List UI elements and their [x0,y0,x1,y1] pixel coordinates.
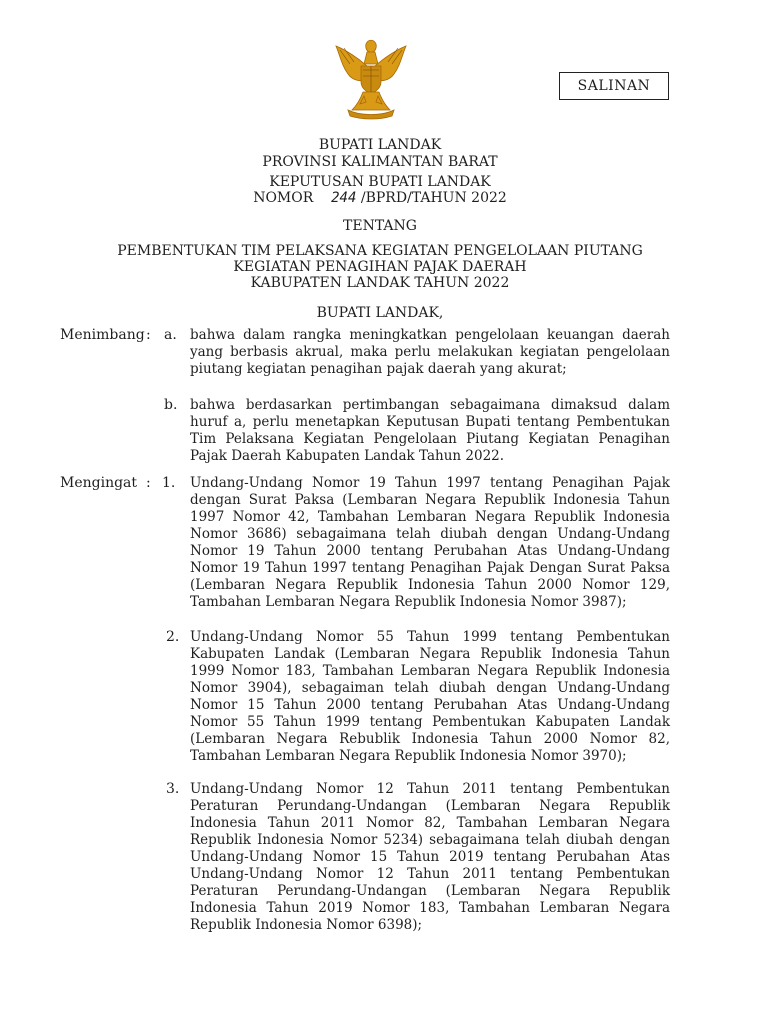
issuer-title: BUPATI LANDAK [318,137,442,153]
nomor-handwritten-number: 244 [331,190,357,206]
nomor-suffix: /BPRD/TAHUN 2022 [360,190,507,206]
nomor-label: NOMOR [253,190,314,206]
menimbang-b-marker: b. [164,397,178,413]
menimbang-colon: : [146,327,151,343]
issuer-salutation: BUPATI LANDAK, [316,305,444,321]
subject-line-1: PEMBENTUKAN TIM PELAKSANA KEGIATAN PENGELOLAAN PIUTANG [117,243,643,259]
mengingat-colon: : [146,475,151,491]
mengingat-label: Mengingat [60,475,138,491]
decree-number [80,190,680,206]
subject-line-2: KEGIATAN PENAGIHAN PAJAK DAERAH [233,259,527,275]
menimbang-label: Menimbang [60,327,145,343]
mengingat-1-text: Undang-Undang Nomor 19 Tahun 1997 tentang Penagihan Pajak dengan Surat Paksa (Lembaran Negara Republik Indonesia Tahun 1997 Nomor 42, Tambahan Lembaran Negara Republik Indonesia Nomor 3686) sebagaimana telah diubah dengan Undang-Undang Nomor 19 Tahun 2000 tentang Perubahan Atas Undang-Undang Nomor 19 Tahun 1997 tentang Penagihan Pajak Dengan Surat Paksa (Lembaran Negara Republik Indonesia Tahun 2000 Nomor 129, Tambahan Lembaran Negara Republik Indonesia Nomor 3987); [190,475,670,610]
mengingat-2-marker: 2. [166,629,180,645]
menimbang-a-text: bahwa dalam rangka meningkatkan pengelolaan keuangan daerah yang berbasis akrual, maka perlu melakukan kegiatan pengelolaan piutang kegiatan penagihan pajak daerah yang akurat; [190,327,670,377]
province-title: PROVINSI KALIMANTAN BARAT [262,154,498,170]
garuda-emblem-icon [330,36,412,120]
menimbang-a-marker: a. [164,327,177,343]
decree-title: KEPUTUSAN BUPATI LANDAK [269,174,491,190]
salinan-stamp [559,72,669,100]
menimbang-b-text: bahwa berdasarkan pertimbangan sebagaimana dimaksud dalam huruf a, perlu menetapkan Keputusan Bupati tentang Pembentukan Tim Pelaksana Kegiatan Pengelolaan Piutang Kegiatan Penagihan Pajak Daerah Kabupaten Landak Tahun 2022. [190,397,670,464]
mengingat-3-text: Undang-Undang Nomor 12 Tahun 2011 tentang Pembentukan Peraturan Perundang-Undangan (Lembaran Negara Republik Indonesia Tahun 2011 Nomor 82, Tambahan Lembaran Negara Republik Indonesia Nomor 5234) sebagaimana telah diubah dengan Undang-Undang Nomor 15 Tahun 2019 tentang Perubahan Atas Undang-Undang Nomor 12 Tahun 2011 tentang Pembentukan Peraturan Perundang-Undangan (Lembaran Negara Republik Indonesia Tahun 2019 Nomor 183, Tambahan Lembaran Negara Republik Indonesia Nomor 6398); [190,781,670,933]
mengingat-3-marker: 3. [166,781,180,797]
subject-line-3: KABUPATEN LANDAK TAHUN 2022 [250,275,510,291]
tentang-heading: TENTANG [343,218,417,234]
salinan-label: SALINAN [577,78,651,94]
mengingat-1-marker: 1. [162,475,176,491]
mengingat-2-text: Undang-Undang Nomor 55 Tahun 1999 tentang Pembentukan Kabupaten Landak (Lembaran Negara Republik Indonesia Tahun 1999 Nomor 183, Tambahan Lembaran Negara Republik Indonesia Nomor 3904), sebagaiman telah diubah dengan Undang-Undang Nomor 15 Tahun 2000 tentang Perubahan Atas Undang-Undang Nomor 55 Tahun 1999 tentang Pembentukan Kabupaten Landak (Lembaran Negara Rebublik Indonesia Tahun 2000 Nomor 82, Tambahan Lembaran Negara Republik Indonesia Nomor 3970); [190,629,670,764]
